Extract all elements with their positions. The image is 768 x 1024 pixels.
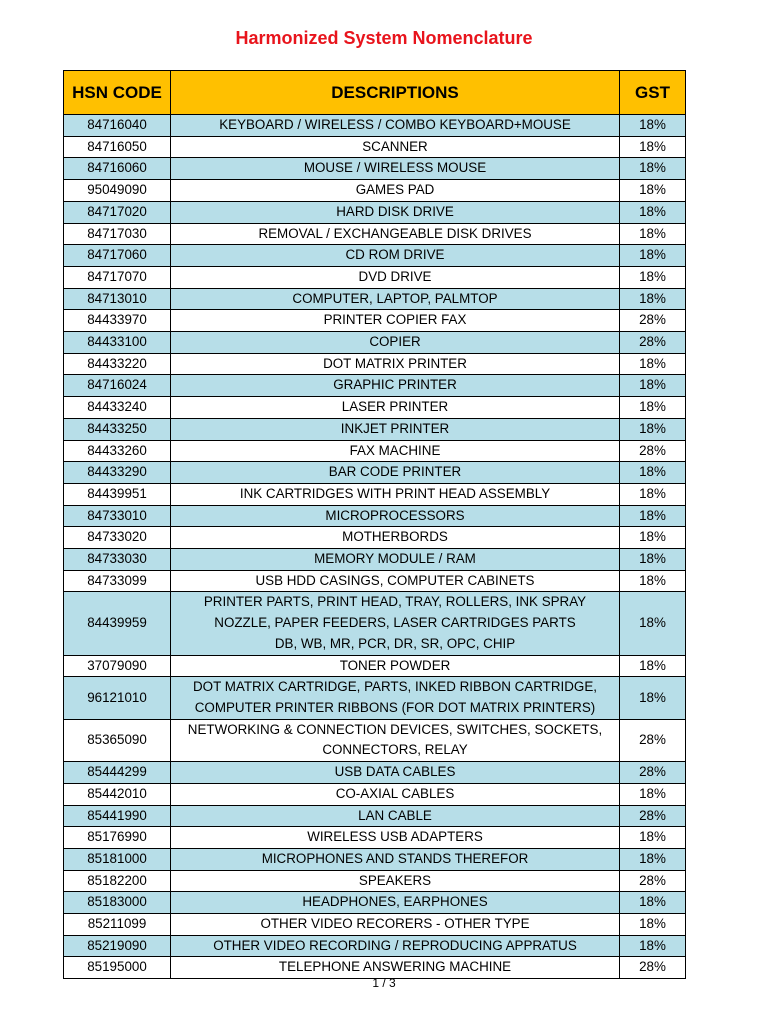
hsn-code-cell: 85365090 xyxy=(64,719,171,761)
table-row xyxy=(64,245,686,267)
description-line: MOUSE / WIRELESS MOUSE xyxy=(303,160,487,176)
description-cell xyxy=(171,375,620,397)
gst-rate-cell: 18% xyxy=(620,223,686,245)
hsn-code-cell: 85182200 xyxy=(64,870,171,892)
description-cell xyxy=(171,527,620,549)
description-line: NOZZLE, PAPER FEEDERS, LASER CARTRIDGES PARTS xyxy=(214,615,576,631)
table-row xyxy=(64,783,686,805)
description-line: MICROPROCESSORS xyxy=(325,507,465,523)
description-cell xyxy=(171,570,620,592)
description-cell xyxy=(171,353,620,375)
hsn-code-cell: 85211099 xyxy=(64,914,171,936)
description-line: FAX MACHINE xyxy=(349,442,441,458)
description-line: HARD DISK DRIVE xyxy=(336,203,454,219)
description-line: CD ROM DRIVE xyxy=(345,247,445,263)
hsn-code-cell: 85181000 xyxy=(64,848,171,870)
description-line: MOTHERBORDS xyxy=(342,529,448,545)
gst-rate-cell: 18% xyxy=(620,115,686,137)
description-cell xyxy=(171,266,620,288)
table-row xyxy=(64,719,686,761)
gst-rate-cell: 18% xyxy=(620,592,686,655)
description-cell xyxy=(171,592,620,655)
hsn-code-cell: 84439959 xyxy=(64,592,171,655)
description-line: INKJET PRINTER xyxy=(340,420,450,436)
hsn-code-cell: 84433290 xyxy=(64,462,171,484)
description-line: PRINTER PARTS, PRINT HEAD, TRAY, ROLLERS, INK SPRAY xyxy=(203,594,587,610)
hsn-code-cell: 85183000 xyxy=(64,892,171,914)
description-cell xyxy=(171,655,620,677)
gst-rate-cell: 18% xyxy=(620,505,686,527)
hsn-code-cell: 84717020 xyxy=(64,201,171,223)
table-row xyxy=(64,570,686,592)
table-row xyxy=(64,201,686,223)
table-row xyxy=(64,592,686,655)
gst-rate-cell: 18% xyxy=(620,180,686,202)
table-row xyxy=(64,158,686,180)
hsn-code-cell: 84733020 xyxy=(64,527,171,549)
gst-rate-cell: 18% xyxy=(620,914,686,936)
hsn-code-cell: 84433240 xyxy=(64,397,171,419)
gst-rate-cell: 18% xyxy=(620,288,686,310)
table-row xyxy=(64,310,686,332)
description-cell xyxy=(171,870,620,892)
hsn-code-cell: 84433250 xyxy=(64,418,171,440)
description-line: DVD DRIVE xyxy=(358,268,432,284)
gst-rate-cell: 18% xyxy=(620,266,686,288)
table-row xyxy=(64,892,686,914)
gst-rate-cell: 18% xyxy=(620,783,686,805)
page-title: Harmonized System Nomenclature xyxy=(235,28,533,48)
description-cell xyxy=(171,201,620,223)
gst-rate-cell: 18% xyxy=(620,527,686,549)
gst-rate-cell: 28% xyxy=(620,870,686,892)
description-cell xyxy=(171,935,620,957)
gst-rate-cell: 18% xyxy=(620,848,686,870)
table-row xyxy=(64,870,686,892)
gst-rate-cell: 18% xyxy=(620,245,686,267)
description-line: COMPUTER PRINTER RIBBONS (FOR DOT MATRIX PRINTERS) xyxy=(194,699,596,715)
table-row xyxy=(64,375,686,397)
gst-rate-cell: 28% xyxy=(620,957,686,979)
gst-rate-cell: 18% xyxy=(620,935,686,957)
description-line: MICROPHONES AND STANDS THEREFOR xyxy=(261,850,529,866)
description-line: TONER POWDER xyxy=(339,657,451,673)
description-line: GRAPHIC PRINTER xyxy=(333,377,457,393)
hsn-code-cell: 84439951 xyxy=(64,483,171,505)
description-line: OTHER VIDEO RECORDING / REPRODUCING APPRATUS xyxy=(213,937,577,953)
table-row xyxy=(64,827,686,849)
gst-rate-cell: 28% xyxy=(620,719,686,761)
description-cell xyxy=(171,440,620,462)
table-row xyxy=(64,505,686,527)
hsn-code-cell: 84733099 xyxy=(64,570,171,592)
description-cell xyxy=(171,762,620,784)
description-cell xyxy=(171,462,620,484)
table-row xyxy=(64,115,686,137)
hsn-code-cell: 84433220 xyxy=(64,353,171,375)
description-line: SCANNER xyxy=(362,138,428,154)
hsn-code-cell: 84716024 xyxy=(64,375,171,397)
description-line: KEYBOARD / WIRELESS / COMBO KEYBOARD+MOUSE xyxy=(219,117,571,132)
description-line: SPEAKERS xyxy=(358,872,432,888)
description-line: PRINTER COPIER FAX xyxy=(323,312,467,328)
hsn-code-cell: 84433970 xyxy=(64,310,171,332)
description-line: OTHER VIDEO RECORERS - OTHER TYPE xyxy=(260,916,530,932)
description-cell xyxy=(171,483,620,505)
gst-rate-cell: 28% xyxy=(620,310,686,332)
description-cell xyxy=(171,180,620,202)
table-row xyxy=(64,288,686,310)
gst-rate-cell: 18% xyxy=(620,201,686,223)
description-line: DOT MATRIX PRINTER xyxy=(323,355,467,371)
table-row xyxy=(64,440,686,462)
description-cell xyxy=(171,914,620,936)
description-line: BAR CODE PRINTER xyxy=(328,464,462,480)
gst-rate-cell: 18% xyxy=(620,677,686,719)
gst-rate-cell: 18% xyxy=(620,655,686,677)
description-cell xyxy=(171,332,620,354)
table-row xyxy=(64,677,686,719)
description-line: CONNECTORS, RELAY xyxy=(322,742,468,758)
description-cell xyxy=(171,223,620,245)
table-row xyxy=(64,914,686,936)
description-cell xyxy=(171,158,620,180)
description-cell xyxy=(171,827,620,849)
description-cell xyxy=(171,719,620,761)
hsn-code-cell: 85441990 xyxy=(64,805,171,827)
description-cell xyxy=(171,549,620,571)
table-row xyxy=(64,762,686,784)
hsn-code-cell: 95049090 xyxy=(64,180,171,202)
hsn-code-cell: 96121010 xyxy=(64,677,171,719)
column-header-descriptions: DESCRIPTIONS xyxy=(171,71,620,115)
description-line: COPIER xyxy=(369,334,421,350)
hsn-code-cell: 84716040 xyxy=(64,115,171,137)
table-row xyxy=(64,848,686,870)
gst-rate-cell: 18% xyxy=(620,549,686,571)
table-row xyxy=(64,266,686,288)
gst-rate-cell: 28% xyxy=(620,762,686,784)
table-row xyxy=(64,353,686,375)
description-cell xyxy=(171,677,620,719)
table-row xyxy=(64,462,686,484)
description-cell xyxy=(171,848,620,870)
column-header-gst: GST xyxy=(620,71,686,115)
hsn-code-cell: 84716060 xyxy=(64,158,171,180)
table-row xyxy=(64,549,686,571)
table-row xyxy=(64,805,686,827)
gst-rate-cell: 18% xyxy=(620,353,686,375)
gst-rate-cell: 18% xyxy=(620,375,686,397)
description-cell xyxy=(171,783,620,805)
gst-rate-cell: 18% xyxy=(620,397,686,419)
table-row xyxy=(64,180,686,202)
gst-rate-cell: 18% xyxy=(620,827,686,849)
gst-rate-cell: 18% xyxy=(620,136,686,158)
gst-rate-cell: 18% xyxy=(620,892,686,914)
description-cell xyxy=(171,288,620,310)
hsn-code-cell: 84733010 xyxy=(64,505,171,527)
description-line: INK CARTRIDGES WITH PRINT HEAD ASSEMBLY xyxy=(239,485,551,501)
column-header-hsn-code: HSN CODE xyxy=(64,71,171,115)
description-cell xyxy=(171,892,620,914)
description-line: TELEPHONE ANSWERING MACHINE xyxy=(278,959,512,975)
hsn-code-cell: 85442010 xyxy=(64,783,171,805)
hsn-code-cell: 84433100 xyxy=(64,332,171,354)
description-line: GAMES PAD xyxy=(355,182,435,198)
table-row xyxy=(64,332,686,354)
description-cell xyxy=(171,245,620,267)
description-line: REMOVAL / EXCHANGEABLE DISK DRIVES xyxy=(258,225,532,241)
gst-rate-cell: 18% xyxy=(620,483,686,505)
description-line: DB, WB, MR, PCR, DR, SR, OPC, CHIP xyxy=(274,635,516,651)
description-line: COMPUTER, LAPTOP, PALMTOP xyxy=(292,290,498,306)
description-line: NETWORKING & CONNECTION DEVICES, SWITCHES, SOCKETS, xyxy=(187,721,603,737)
table-row xyxy=(64,418,686,440)
hsn-code-cell: 84433260 xyxy=(64,440,171,462)
page-number: 1 / 3 xyxy=(372,976,396,990)
table-row xyxy=(64,136,686,158)
table-row xyxy=(64,223,686,245)
table-row xyxy=(64,397,686,419)
gst-rate-cell: 18% xyxy=(620,418,686,440)
description-line: DOT MATRIX CARTRIDGE, PARTS, INKED RIBBON CARTRIDGE, xyxy=(192,679,597,695)
description-line: LAN CABLE xyxy=(358,807,432,823)
hsn-code-cell: 85219090 xyxy=(64,935,171,957)
description-line: MEMORY MODULE / RAM xyxy=(314,551,476,567)
description-cell xyxy=(171,805,620,827)
description-line: LASER PRINTER xyxy=(341,399,449,415)
hsn-code-cell: 85176990 xyxy=(64,827,171,849)
hsn-code-cell: 84733030 xyxy=(64,549,171,571)
gst-rate-cell: 28% xyxy=(620,332,686,354)
description-line: USB DATA CABLES xyxy=(334,764,456,780)
hsn-code-cell: 85195000 xyxy=(64,957,171,979)
table-row xyxy=(64,935,686,957)
description-line: WIRELESS USB ADAPTERS xyxy=(307,829,483,845)
hsn-code-cell: 85444299 xyxy=(64,762,171,784)
hsn-code-cell: 84717030 xyxy=(64,223,171,245)
table-row xyxy=(64,483,686,505)
gst-rate-cell: 28% xyxy=(620,440,686,462)
table-header-row xyxy=(64,71,686,115)
description-cell xyxy=(171,310,620,332)
description-line: USB HDD CASINGS, COMPUTER CABINETS xyxy=(255,572,535,588)
hsn-code-cell: 84717070 xyxy=(64,266,171,288)
gst-rate-cell: 18% xyxy=(620,462,686,484)
gst-rate-cell: 18% xyxy=(620,570,686,592)
description-cell xyxy=(171,505,620,527)
description-cell xyxy=(171,418,620,440)
hsn-code-cell: 84717060 xyxy=(64,245,171,267)
table-row xyxy=(64,655,686,677)
hsn-code-cell: 84713010 xyxy=(64,288,171,310)
description-cell xyxy=(171,397,620,419)
description-cell xyxy=(171,136,620,158)
hsn-table xyxy=(63,70,686,979)
gst-rate-cell: 28% xyxy=(620,805,686,827)
table-row xyxy=(64,527,686,549)
gst-rate-cell: 18% xyxy=(620,158,686,180)
description-line: CO-AXIAL CABLES xyxy=(335,785,455,801)
description-line: HEADPHONES, EARPHONES xyxy=(302,894,488,910)
description-cell xyxy=(171,115,620,137)
hsn-code-cell: 84716050 xyxy=(64,136,171,158)
hsn-code-cell: 37079090 xyxy=(64,655,171,677)
